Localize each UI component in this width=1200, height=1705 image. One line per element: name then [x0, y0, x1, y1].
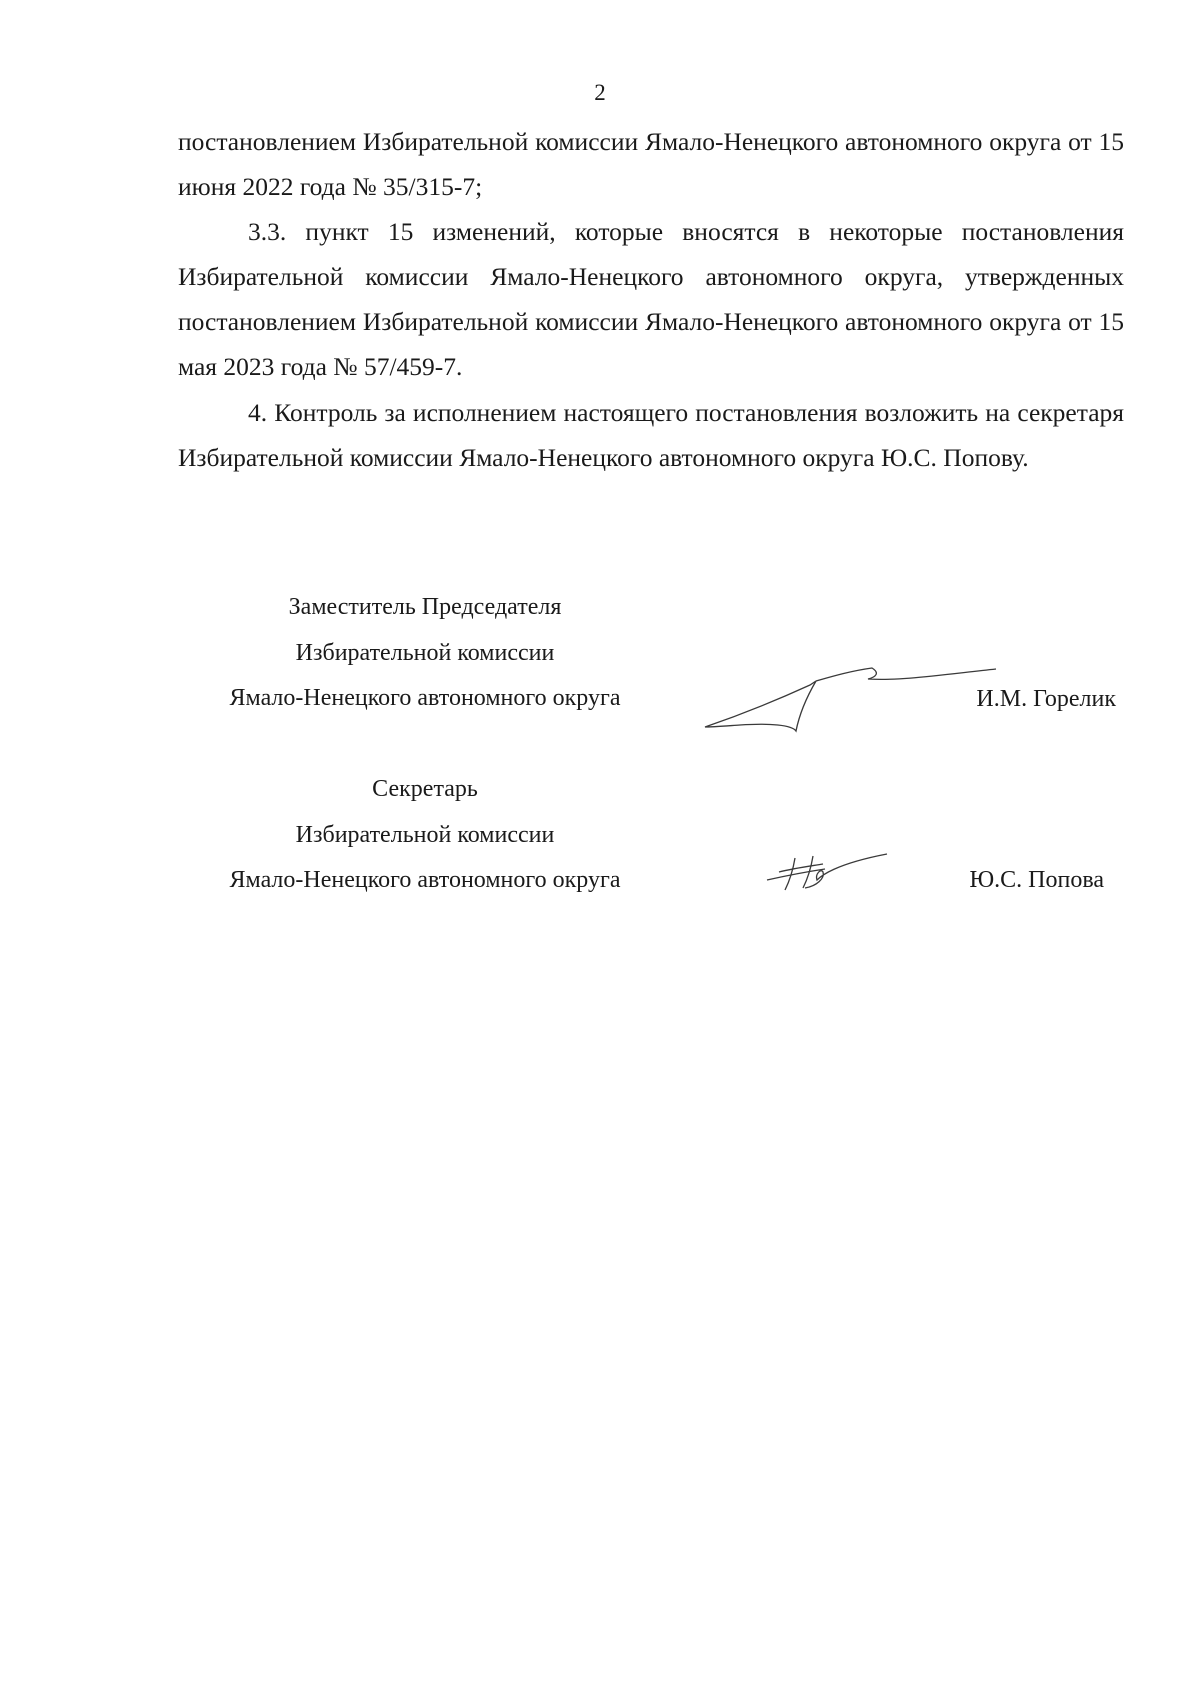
- paragraph-4: [178, 390, 1124, 480]
- signatory-title-line: Секретарь: [372, 776, 478, 802]
- signatory-title-deputy-chair: [180, 585, 670, 722]
- handwritten-signature-gorelik: [700, 665, 1000, 735]
- paragraph-continuation: [178, 119, 1124, 209]
- paragraph-3-3: [178, 209, 1124, 389]
- signatory-title-line: Ямало-Ненецкого автономного округа: [229, 867, 621, 893]
- paragraph-text: 4. Контроль за исполнением настоящего постановления возложить на секретаря Избирательной комиссии Ямало-Ненецкого автономного округа Ю.С. Попову.: [178, 398, 1124, 472]
- signatory-name: Ю.С. Попова: [969, 867, 1104, 893]
- signatory-title-secretary: [180, 767, 670, 904]
- paragraph-text: 3.3. пункт 15 изменений, которые вносятся в некоторые постановления Избирательной комиссии Ямало-Ненецкого автономного округа, утвержденных постановлением Избирательной комиссии Ямало-Ненецкого автономного округа от 15 мая 2023 года № 57/459-7.: [178, 217, 1124, 381]
- paragraph-text: постановлением Избирательной комиссии Ямало-Ненецкого автономного округа от 15 июня 2022 года № 35/315-7;: [178, 127, 1124, 201]
- signatory-title-line: Избирательной комиссии: [295, 821, 555, 848]
- signatory-title-line: Ямало-Ненецкого автономного округа: [229, 685, 621, 711]
- signatory-title-line: Избирательной комиссии: [295, 639, 555, 666]
- signatory-name: И.М. Горелик: [976, 686, 1116, 712]
- page-number: 2: [594, 80, 606, 105]
- handwritten-signature-popova: [765, 850, 890, 895]
- signatory-title-line: Заместитель Председателя: [288, 594, 562, 620]
